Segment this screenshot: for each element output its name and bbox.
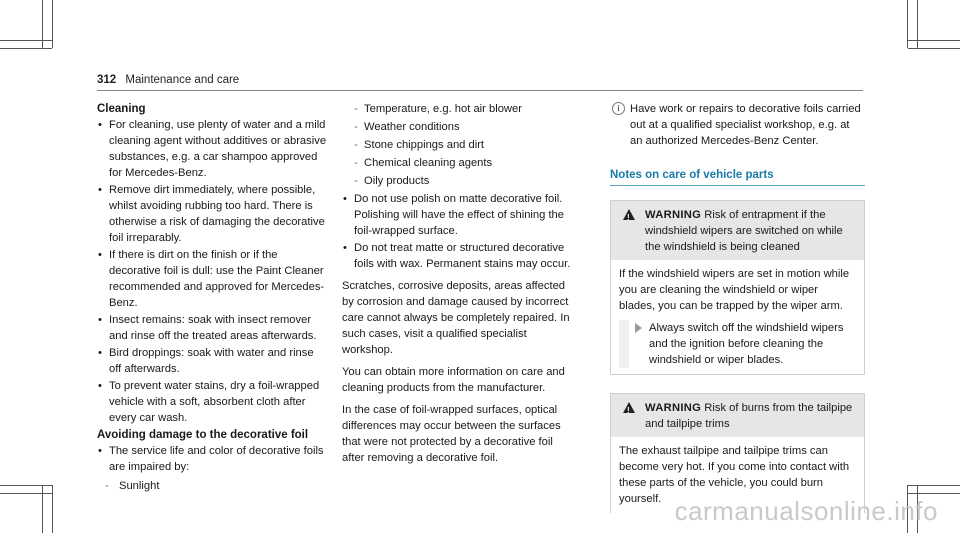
list-item: • Insect remains: soak with insect remover and rinse off the treated areas afterwards. [97,312,327,344]
paragraph: In the case of foil-wrapped surfaces, optical differences may occur between the surfaces that were not protected by a decorative foil after removing a decorative foil. [342,404,561,464]
paragraph: You can obtain more information on care and cleaning products from the manufacturer. [342,366,565,394]
damage-list [97,443,327,494]
list-item: - Sunlight [97,478,327,494]
warning-box-entrapment [610,200,865,375]
list-item: • Bird droppings: soak with water and rinse off afterwards. [97,345,327,377]
list-item: - Temperature, e.g. hot air blower [354,101,577,117]
arrow-right-icon [635,323,642,333]
list-item: • For cleaning, use plenty of water and a mild cleaning agent without additives or abrasive substances, e.g. a car shampoo approved for Mercedes-Benz. [97,117,327,181]
paragraph: Scratches, corrosive deposits, areas affected by corrosion and damage caused by incorrect care cannot always be completely repaired. In such cases, visit a qualified specialist workshop. [342,280,570,356]
list-item: • If there is dirt on the finish or if the decorative foil is dull: use the Paint Cleaner recommended and approved for Mercedes-Benz. [97,247,327,311]
warning-title: Risk of entrapment if the windshield wipers are switched on while the windshield is being cleaned [645,209,843,253]
section-name: Maintenance and care [125,74,240,86]
info-icon: i [612,102,625,115]
crop-mark [908,40,960,41]
crop-mark [0,40,52,41]
crop-mark [0,485,52,486]
page-number: 312 [97,74,117,86]
list-item: • Do not treat matte or structured decorative foils with wax. Permanent stains may occur. [342,240,577,272]
crop-mark [0,48,52,49]
list-item-text: The service life and color of decorative foils are impaired by: [109,445,324,473]
crop-mark [908,493,960,494]
header-rule [97,90,863,91]
foil-list [342,191,577,272]
warning-title: Risk of burns from the tailpipe and tailpipe trims [645,402,853,430]
note-text: Have work or repairs to decorative foils carried out at a qualified specialist workshop, e.g. at an authorized Mercedes-Benz Center. [630,103,861,147]
crop-mark [0,493,52,494]
warning-text: If the windshield wipers are set in motion while you are cleaning the windshield or wiper blades, you can be trapped by the wiper arm. [619,268,850,312]
column-right [610,101,865,531]
section-rule [610,185,865,186]
warning-box-burns [610,393,865,513]
list-item: - Weather conditions [354,119,577,135]
watermark: carmanualsonline.info [674,496,938,526]
column-middle [342,101,577,472]
crop-mark [908,48,960,49]
warning-triangle-icon [623,402,635,413]
page-header [97,74,239,86]
section-title: Notes on care of vehicle parts [610,169,774,181]
note [610,101,865,149]
list-item: • To prevent water stains, dry a foil-wrapped vehicle with a soft, absorbent cloth after every car wash. [97,378,327,426]
warning-text: The exhaust tailpipe and tailpipe trims can become very hot. If you come into contact with these parts of the vehicle, you could burn yourself. [619,445,850,505]
list-item: • Remove dirt immediately, where possible, whilst avoiding rubbing too hard. There is otherwise a risk of damaging the decorative foil irreparably. [97,182,327,246]
list-item: - Chemical cleaning agents [354,155,577,171]
cleaning-list [97,117,327,426]
warning-label: WARNING [645,402,702,414]
crop-mark [52,0,53,48]
heading-cleaning: Cleaning [97,103,146,115]
warning-header [611,201,864,260]
list-item [97,443,327,475]
list-item: - Stone chippings and dirt [354,137,577,153]
list-item: - Oily products [354,173,577,189]
heading-avoiding-damage: Avoiding damage to the decorative foil [97,429,309,441]
crop-mark [908,485,960,486]
warning-step [619,320,856,368]
list-item: • Do not use polish on matte decorative foil. Polishing will have the effect of shining the foil-wrapped surface. [342,191,577,239]
warning-label: WARNING [645,209,702,221]
crop-mark [52,485,53,533]
column-left [97,101,327,496]
warning-step-text: Always switch off the windshield wipers and the ignition before cleaning the windshield or wiper blades. [649,322,844,366]
warning-header [611,394,864,437]
warning-body [611,260,864,374]
impairment-list [354,101,577,189]
warning-triangle-icon [623,209,635,220]
